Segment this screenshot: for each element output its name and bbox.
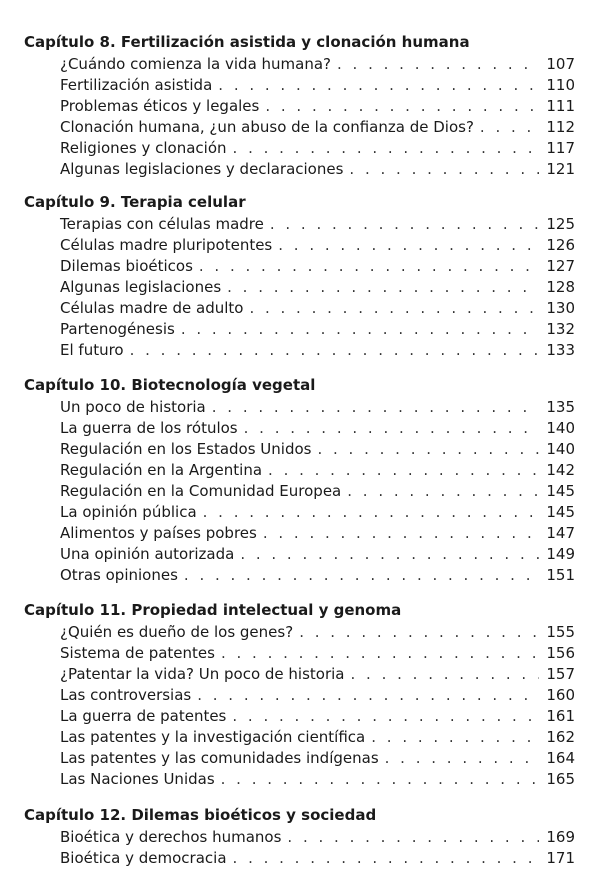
toc-entry [60,460,575,481]
toc-entry [60,544,575,565]
page-number: 162 [546,728,575,746]
dot-leader [218,75,539,96]
toc-entry [60,685,575,706]
page-number: 145 [546,482,575,500]
page-number: 160 [546,686,575,704]
entry-text: Terapias con células madre [60,215,264,233]
toc-entry [60,502,575,523]
page-number: 112 [546,118,575,136]
page-number: 121 [546,160,575,178]
entry-text: Problemas éticos y legales [60,97,260,115]
entry-text: Bioética y derechos humanos [60,828,282,846]
toc-entry [60,643,575,664]
page-number: 171 [546,849,575,867]
dot-leader [287,827,539,848]
entry-text: Las controversias [60,686,192,704]
toc-entry [60,748,575,769]
page-number: 149 [546,545,575,563]
entry-text: Células madre de adulto [60,299,244,317]
dot-leader [240,544,539,565]
toc-entry [60,397,575,418]
entry-text: Partenogénesis [60,320,175,338]
dot-leader [197,685,539,706]
dot-leader [203,502,539,523]
entry-text: Algunas legislaciones [60,278,222,296]
dot-leader [268,460,539,481]
page-number: 147 [546,524,575,542]
page-number: 164 [546,749,575,767]
dot-leader [337,54,539,75]
entry-text: La guerra de los rótulos [60,419,238,437]
entry-text: ¿Quién es dueño de los genes? [60,623,294,641]
dot-leader [385,748,539,769]
entry-text: Regulación en la Argentina [60,461,263,479]
toc-entry [60,54,575,75]
entry-text: Otras opiniones [60,566,178,584]
toc-entry [60,138,575,159]
entry-text: ¿Cuándo comienza la vida humana? [60,55,332,73]
dot-leader [351,664,539,685]
entry-text: Sistema de patentes [60,644,215,662]
page-number: 156 [546,644,575,662]
entry-text: Regulación en la Comunidad Europea [60,482,342,500]
dot-leader [270,214,539,235]
page-number: 111 [546,97,575,115]
page-number: 128 [546,278,575,296]
page-number: 107 [546,55,575,73]
page-number: 132 [546,320,575,338]
dot-leader [249,298,539,319]
toc-entry [60,340,575,361]
entry-text: Una opinión autorizada [60,545,235,563]
chapter-title: Capítulo 8. Fertilización asistida y clonación humana [24,33,470,51]
page-number: 130 [546,299,575,317]
entry-text: Bioética y democracia [60,849,227,867]
dot-leader [349,159,539,180]
entry-text: Clonación humana, ¿un abuso de la confianza de Dios? [60,118,474,136]
dot-leader [480,117,539,138]
entry-text: ¿Patentar la vida? Un poco de historia [60,665,345,683]
page-number: 140 [546,440,575,458]
entry-text: Regulación en los Estados Unidos [60,440,312,458]
toc-entry [60,75,575,96]
dot-leader [227,277,539,298]
toc-entry [60,235,575,256]
toc-entry [60,523,575,544]
toc-entry [60,96,575,117]
page-number: 135 [546,398,575,416]
toc-entry [60,256,575,277]
dot-leader [371,727,539,748]
page-number: 117 [546,139,575,157]
entry-text: Fertilización asistida [60,76,213,94]
entry-text: Las patentes y las comunidades indígenas [60,749,379,767]
dot-leader [317,439,539,460]
entry-text: La opinión pública [60,503,197,521]
page-number: 161 [546,707,575,725]
page-number: 140 [546,419,575,437]
toc-entry [60,298,575,319]
toc-entry [60,418,575,439]
dot-leader [181,319,539,340]
dot-leader [265,96,539,117]
dot-leader [232,706,539,727]
page-number: 165 [546,770,575,788]
dot-leader [130,340,539,361]
entry-text: Dilemas bioéticos [60,257,193,275]
toc-entry [60,277,575,298]
page-number: 155 [546,623,575,641]
toc-entry [60,214,575,235]
toc-entry [60,706,575,727]
dot-leader [221,643,539,664]
page-number: 145 [546,503,575,521]
chapter-title: Capítulo 10. Biotecnología vegetal [24,376,316,394]
page-number: 133 [546,341,575,359]
dot-leader [233,848,539,869]
dot-leader [212,397,539,418]
chapter-title: Capítulo 12. Dilemas bioéticos y sociedad [24,806,377,824]
toc-entry [60,319,575,340]
page-number: 110 [546,76,575,94]
toc-entry [60,769,575,790]
dot-leader [184,565,539,586]
dot-leader [233,138,539,159]
toc-entry [60,622,575,643]
toc-entry [60,117,575,138]
chapter-title: Capítulo 9. Terapia celular [24,193,246,211]
entry-text: Células madre pluripotentes [60,236,273,254]
page-number: 157 [546,665,575,683]
chapter-title: Capítulo 11. Propiedad intelectual y genoma [24,601,402,619]
page-number: 127 [546,257,575,275]
entry-text: Alimentos y países pobres [60,524,257,542]
toc-entry [60,827,575,848]
page-number: 151 [546,566,575,584]
entry-text: Las Naciones Unidas [60,770,215,788]
page-number: 142 [546,461,575,479]
entry-text: Un poco de historia [60,398,206,416]
page-number: 125 [546,215,575,233]
dot-leader [299,622,539,643]
toc-entry [60,727,575,748]
toc-entry [60,439,575,460]
toc-entry [60,848,575,869]
dot-leader [244,418,539,439]
toc-entry [60,481,575,502]
entry-text: Religiones y clonación [60,139,227,157]
dot-leader [263,523,539,544]
toc-entry [60,159,575,180]
entry-text: La guerra de patentes [60,707,227,725]
entry-text: Algunas legislaciones y declaraciones [60,160,344,178]
toc-entry [60,664,575,685]
dot-leader [199,256,539,277]
entry-text: El futuro [60,341,124,359]
dot-leader [347,481,539,502]
entry-text: Las patentes y la investigación científica [60,728,366,746]
dot-leader [278,235,539,256]
toc-entry [60,565,575,586]
page-number: 169 [546,828,575,846]
dot-leader [221,769,539,790]
page-number: 126 [546,236,575,254]
